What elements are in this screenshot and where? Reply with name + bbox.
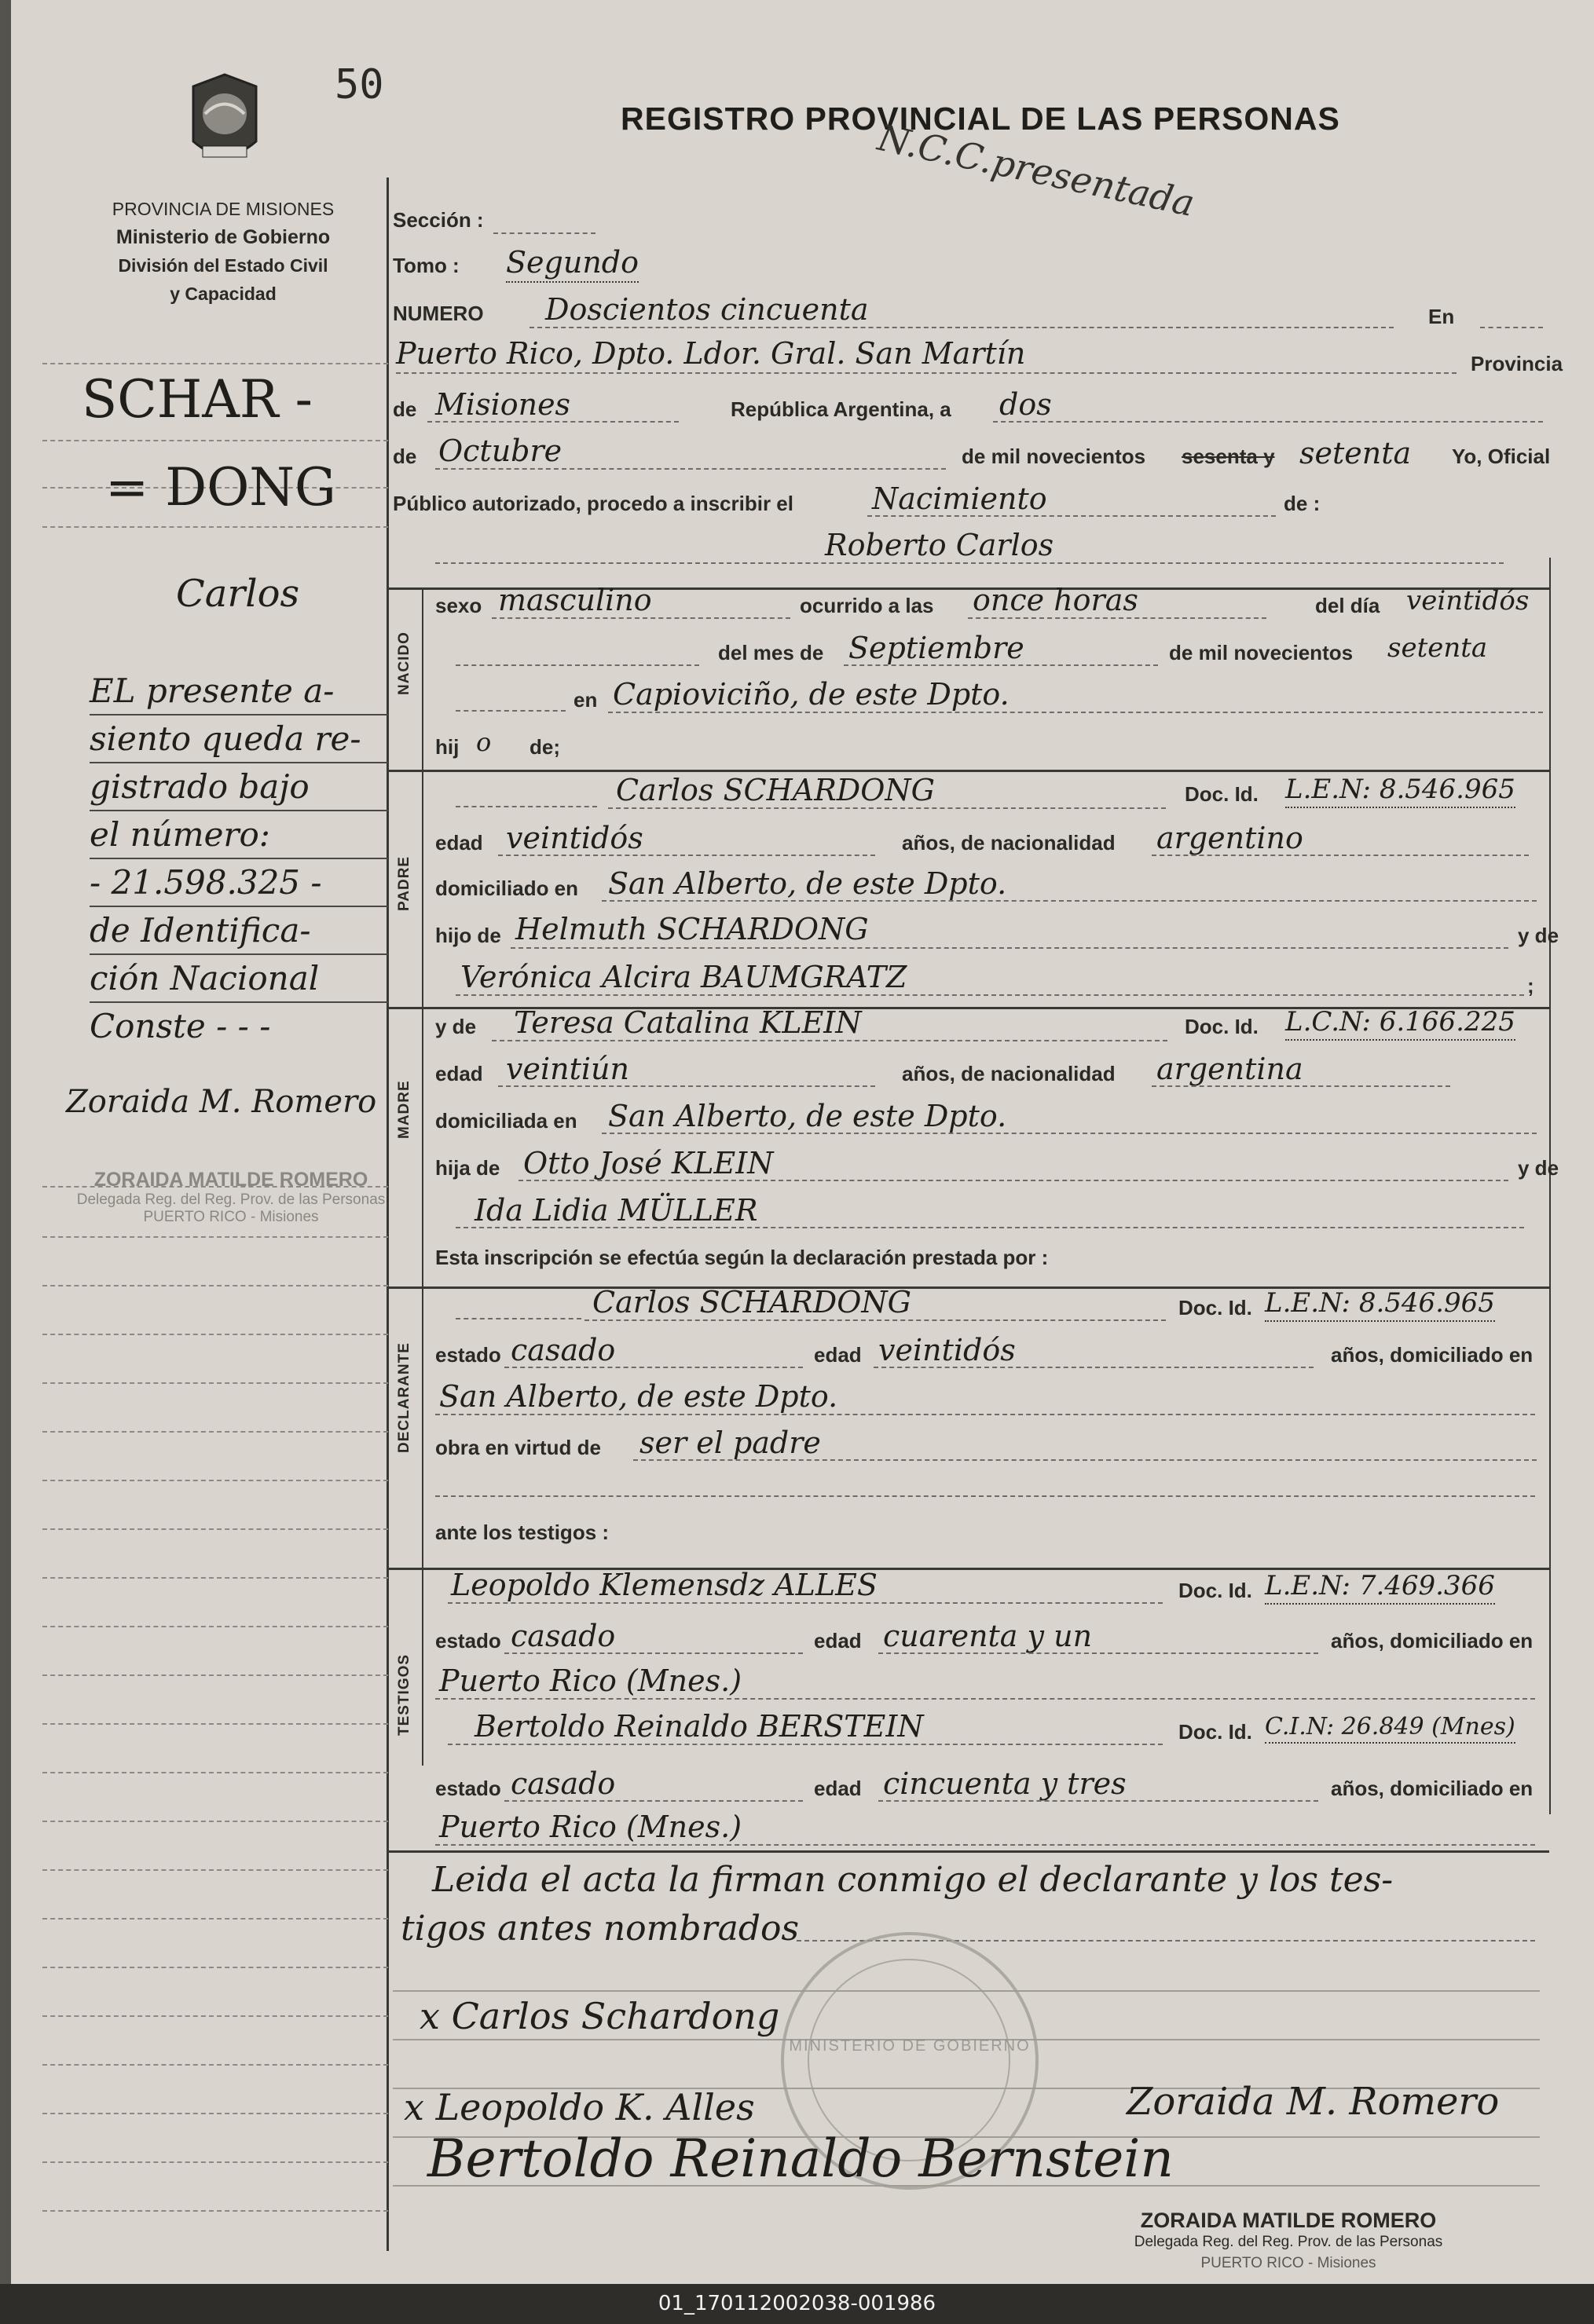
testigo1-dom-value: Puerto Rico (Mnes.) [439,1663,742,1698]
office-line-3: División del Estado Civil [118,255,328,276]
margin-given-name: Carlos [176,572,300,616]
acto-field [867,515,1276,517]
declarante-obra-label: obra en virtud de [435,1436,601,1459]
padre-father-field [511,947,1508,949]
padre-dom-label: domiciliado en [435,877,579,900]
madre-name: Teresa Catalina KLEIN [514,1005,862,1040]
place-value: Puerto Rico, Dpto. Ldor. Gral. San Martín [396,336,1026,371]
right-frame-line [1549,558,1551,1814]
testigo2-doc-value: C.I.N: 26.849 (Mnes) [1265,1713,1515,1744]
margin-rule [42,1382,388,1384]
testigo2-estado-value: casado [511,1766,616,1801]
hora-field [968,617,1266,619]
hora-value: once horas [973,583,1138,617]
madre-edad-label: edad [435,1062,483,1085]
testigo1-estado-label: estado [435,1629,501,1652]
en-prefix-field [456,710,566,712]
padre-edad-field [498,855,875,856]
declarante-doc-value: L.E.N: 8.546.965 [1265,1287,1495,1322]
office-line-2: Ministerio de Gobierno [115,226,331,248]
provincia-label: Provincia [1471,352,1563,375]
footer-id-bar: 01_170112002038-001986 [0,2284,1594,2324]
dia-value: veintidós [1406,585,1530,617]
numero-value: Doscientos cincuenta [545,292,869,327]
padre-section-label: PADRE [396,855,412,911]
province-emblem [185,71,264,173]
testigo2-estado-field [504,1800,803,1802]
padre-semicolon: ; [1527,974,1534,997]
testigo2-dom-value: Puerto Rico (Mnes.) [439,1810,742,1844]
margin-rule [42,1772,388,1773]
padre-name: Carlos SCHARDONG [616,773,936,807]
lugar-value: Capioviciño, de este Dpto. [613,677,1010,712]
tomo-label: Tomo : [393,254,460,277]
declarante-estado-label: estado [435,1343,501,1367]
de-colon-label: de : [1284,492,1321,515]
header-title: REGISTRO PROVINCIAL DE LAS PERSONAS [621,101,1340,137]
testigo1-estado-field [504,1652,803,1654]
testigo2-name: Bertoldo Reinaldo BERSTEIN [475,1709,924,1744]
year-label: de mil novecientos [962,445,1146,468]
testigo2-edad-label: edad [814,1777,862,1800]
declarante-prefix-field [456,1318,581,1319]
tomo-value: Segundo [506,245,639,283]
hijo-suffix: o [476,727,492,757]
en-field [1480,327,1543,328]
padre-father-name: Helmuth SCHARDONG [515,912,869,946]
testigo1-edad-label: edad [814,1629,862,1652]
margin-rule [42,1869,388,1871]
margin-stamp-place: PUERTO RICO - Misiones [143,1209,319,1225]
hijo-label: hij [435,735,460,759]
padre-nac-field [1152,855,1529,856]
madre-mother-field [456,1227,1524,1228]
signature-declarante: x Carlos Schardong [420,1995,780,2037]
madre-nac-label: años, de nacionalidad [902,1062,1116,1085]
lugar-en-label: en [573,688,598,712]
margin-rule [42,1285,388,1286]
margin-rule [42,526,388,528]
nacido-name: Roberto Carlos [825,528,1054,562]
republica-label: República Argentina, a [731,397,951,421]
padre-name-field [608,807,1166,809]
sexo-field [492,617,790,619]
margin-rule [42,2015,388,2017]
margin-rule [42,1334,388,1335]
testigo2-dom-field [435,1844,1535,1846]
margin-note-line: EL presente a- [90,668,388,715]
testigos-label: ante los testigos : [435,1521,610,1544]
margin-rule [42,1723,388,1725]
madre-dom-value: San Alberto, de este Dpto. [608,1099,1007,1133]
declarante-estado-field [504,1367,803,1368]
declarante-extra-field [435,1495,1535,1497]
padre-doc-label: Doc. Id. [1185,782,1259,806]
place-field [396,372,1457,374]
padre-prefix-field [456,806,597,807]
madre-father-name: Otto José KLEIN [523,1146,774,1180]
declarante-dom-field [435,1414,1535,1415]
publico-label: Público autorizado, procedo a inscribir el [393,492,793,515]
margin-rule [42,1821,388,1822]
madre-dom-label: domiciliada en [435,1109,577,1133]
padre-doc-value: L.E.N: 8.546.965 [1285,774,1515,808]
testigo2-doc-label: Doc. Id. [1178,1720,1252,1744]
signature-testigo-2: Bertoldo Reinaldo Bernstein [427,2128,1174,2189]
en-label: En [1428,305,1455,328]
margin-note-line: de Identifica- [90,907,388,955]
testigo2-dom-label: años, domiciliado en [1331,1777,1534,1800]
madre-edad-value: veintiún [506,1052,629,1086]
testigo1-name: Leopoldo Klemensdz ALLES [451,1568,878,1602]
testigo1-estado-value: casado [511,1619,616,1653]
nacido-section-label: NACIDO [396,631,412,695]
declarante-dom-value: San Alberto, de este Dpto. [439,1379,838,1414]
section-divider [387,1850,1549,1853]
signature-testigo-1: x Leopoldo K. Alles [404,2086,755,2128]
padre-y-de-label: y de [1518,924,1559,947]
year-struck: sesenta y [1182,445,1275,468]
year-value: setenta [1299,436,1412,470]
del-dia-label: del día [1315,594,1380,617]
declarante-estado-value: casado [511,1333,616,1367]
padre-edad-value: veintidós [506,821,643,855]
madre-section-label: MADRE [396,1080,412,1139]
margin-rule [42,440,388,441]
madre-y-de-label: y de [435,1015,477,1038]
declarante-obra-field [633,1459,1537,1461]
declarante-edad-value: veintidós [878,1333,1016,1367]
margin-rule [42,2113,388,2114]
testigo2-name-field [448,1744,1163,1745]
declarante-section-label: DECLARANTE [396,1342,412,1453]
declarante-edad-label: edad [814,1343,862,1367]
month-value: Octubre [438,434,562,468]
mes-prefix-field [456,664,699,666]
day-field [993,421,1543,423]
margin-note-line: - 21.598.325 - [90,859,388,907]
section-divider [387,770,1549,772]
section-column-line [422,587,423,1766]
office-line-1: PROVINCIA DE MISIONES [112,199,335,219]
margin-rule [42,2161,388,2163]
official-stamp-name: ZORAIDA MATILDE ROMERO [1140,2209,1437,2232]
margin-rule [42,2064,388,2066]
hijo-de-label: de; [530,735,560,759]
declarante-name: Carlos SCHARDONG [592,1285,912,1319]
madre-father-field [519,1180,1508,1181]
margin-surname-2: = DONG [105,457,336,518]
seccion-field [493,232,595,234]
testigo1-dom-label: años, domiciliado en [1331,1629,1534,1652]
sexo-label: sexo [435,594,482,617]
anio-value: setenta [1387,632,1488,664]
month-field [435,468,946,470]
official-stamp-place: PUERTO RICO - Misiones [1200,2255,1376,2271]
provincia-field [427,421,679,423]
margin-rule [42,1528,388,1530]
madre-edad-field [498,1085,875,1087]
testigo1-dom-field [435,1698,1535,1700]
madre-dom-field [602,1133,1537,1134]
margin-surname-1: SCHAR - [82,369,313,430]
margin-note-line: siento queda re- [90,715,388,763]
madre-doc-label: Doc. Id. [1185,1015,1259,1038]
margin-signature: Zoraida M. Romero [66,1084,377,1120]
office-block [82,195,365,308]
mes-label: del mes de [718,641,824,664]
testigos-section-label: TESTIGOS [396,1653,412,1736]
margin-rule [42,1236,388,1238]
padre-dom-value: San Alberto, de este Dpto. [608,866,1007,901]
padre-edad-label: edad [435,831,483,855]
office-line-4: y Capacidad [170,284,277,304]
margin-rule [42,1577,388,1579]
margin-note-line: ción Nacional [90,955,388,1003]
anio-label: de mil novecientos [1169,641,1354,664]
sexo-value: masculino [498,583,652,617]
declarante-obra-value: ser el padre [639,1426,821,1460]
margin-note-line: el número: [90,811,388,859]
declarante-name-field [584,1319,1166,1321]
testigo1-edad-value: cuarenta y un [883,1619,1093,1653]
declarante-dom-label: años, domiciliado en [1331,1343,1534,1367]
padre-mother-field [456,994,1524,996]
margin-rule [42,2210,388,2212]
numero-field [530,327,1394,328]
margin-rule [42,1431,388,1433]
declaracion-label: Esta inscripción se efectúa según la declaración prestada por : [435,1246,1049,1269]
de-label-2: de [393,445,417,468]
de-label: de [393,397,417,421]
margin-rule [42,1967,388,1968]
padre-nac-value: argentino [1156,821,1303,855]
provincia-value: Misiones [435,387,571,422]
testigo2-edad-value: cincuenta y tres [883,1766,1127,1801]
madre-hija-label: hija de [435,1156,500,1180]
margin-rule [42,363,388,364]
margin-rule [42,1480,388,1481]
lugar-field [608,712,1543,713]
signature-oficial: Zoraida M. Romero [1127,2080,1500,2124]
closing-line-2: tigos antes nombrados [401,1909,800,1949]
header-annotation: N.C.C.presentada [874,115,1199,225]
madre-doc-value: L.C.N: 6.166.225 [1285,1006,1515,1041]
padre-nac-label: años, de nacionalidad [902,831,1116,855]
padre-mother-name: Verónica Alcira BAUMGRATZ [460,960,907,994]
testigo1-name-field [448,1602,1163,1604]
margin-stamp [58,1169,404,1226]
padre-hijo-label: hijo de [435,924,501,947]
margin-rule [42,1626,388,1627]
margin-note-line: Conste - - - [90,1007,271,1045]
madre-mother-name: Ida Lidia MÜLLER [475,1193,758,1228]
page-number: 50 [335,61,384,108]
oficial-label: Yo, Oficial [1452,445,1551,468]
madre-name-field [492,1040,1167,1041]
document-page [11,0,1594,2284]
closing-line-1: Leida el acta la firman conmigo el declarante y los tes- [432,1860,1394,1900]
testigo2-estado-label: estado [435,1777,501,1800]
testigo1-doc-label: Doc. Id. [1178,1579,1252,1602]
day-value: dos [999,387,1052,422]
madre-y-de-label-2: y de [1518,1156,1559,1180]
mes-field [844,664,1158,666]
ocurrido-label: ocurrido a las [800,594,934,617]
padre-dom-field [602,900,1537,902]
madre-nac-value: argentina [1156,1052,1303,1086]
seccion-label: Sección : [393,208,484,232]
declarante-edad-field [874,1367,1314,1368]
acto-value: Nacimiento [872,481,1047,516]
margin-rule [42,1918,388,1920]
official-stamp [1084,2210,1493,2274]
madre-nac-field [1152,1085,1450,1087]
margin-note-line: gistrado bajo [90,763,388,811]
declarante-doc-label: Doc. Id. [1178,1296,1252,1319]
testigo1-doc-value: L.E.N: 7.469.366 [1265,1570,1495,1605]
margin-rule [42,1674,388,1676]
testigo2-edad-field [878,1800,1318,1802]
testigo1-edad-field [878,1652,1318,1654]
margin-stamp-name: ZORAIDA MATILDE ROMERO [93,1169,368,1191]
nacido-name-field [435,562,1504,564]
mes-value: Septiembre [848,631,1024,665]
margin-note [90,668,388,1049]
official-stamp-title: Delegada Reg. del Reg. Prov. de las Personas [1134,2234,1443,2250]
margin-stamp-title: Delegada Reg. del Reg. Prov. de las Personas [76,1191,386,1208]
numero-label: NUMERO [393,302,484,325]
seal-text: MINISTERIO DE GOBIERNO [789,2037,1031,2055]
